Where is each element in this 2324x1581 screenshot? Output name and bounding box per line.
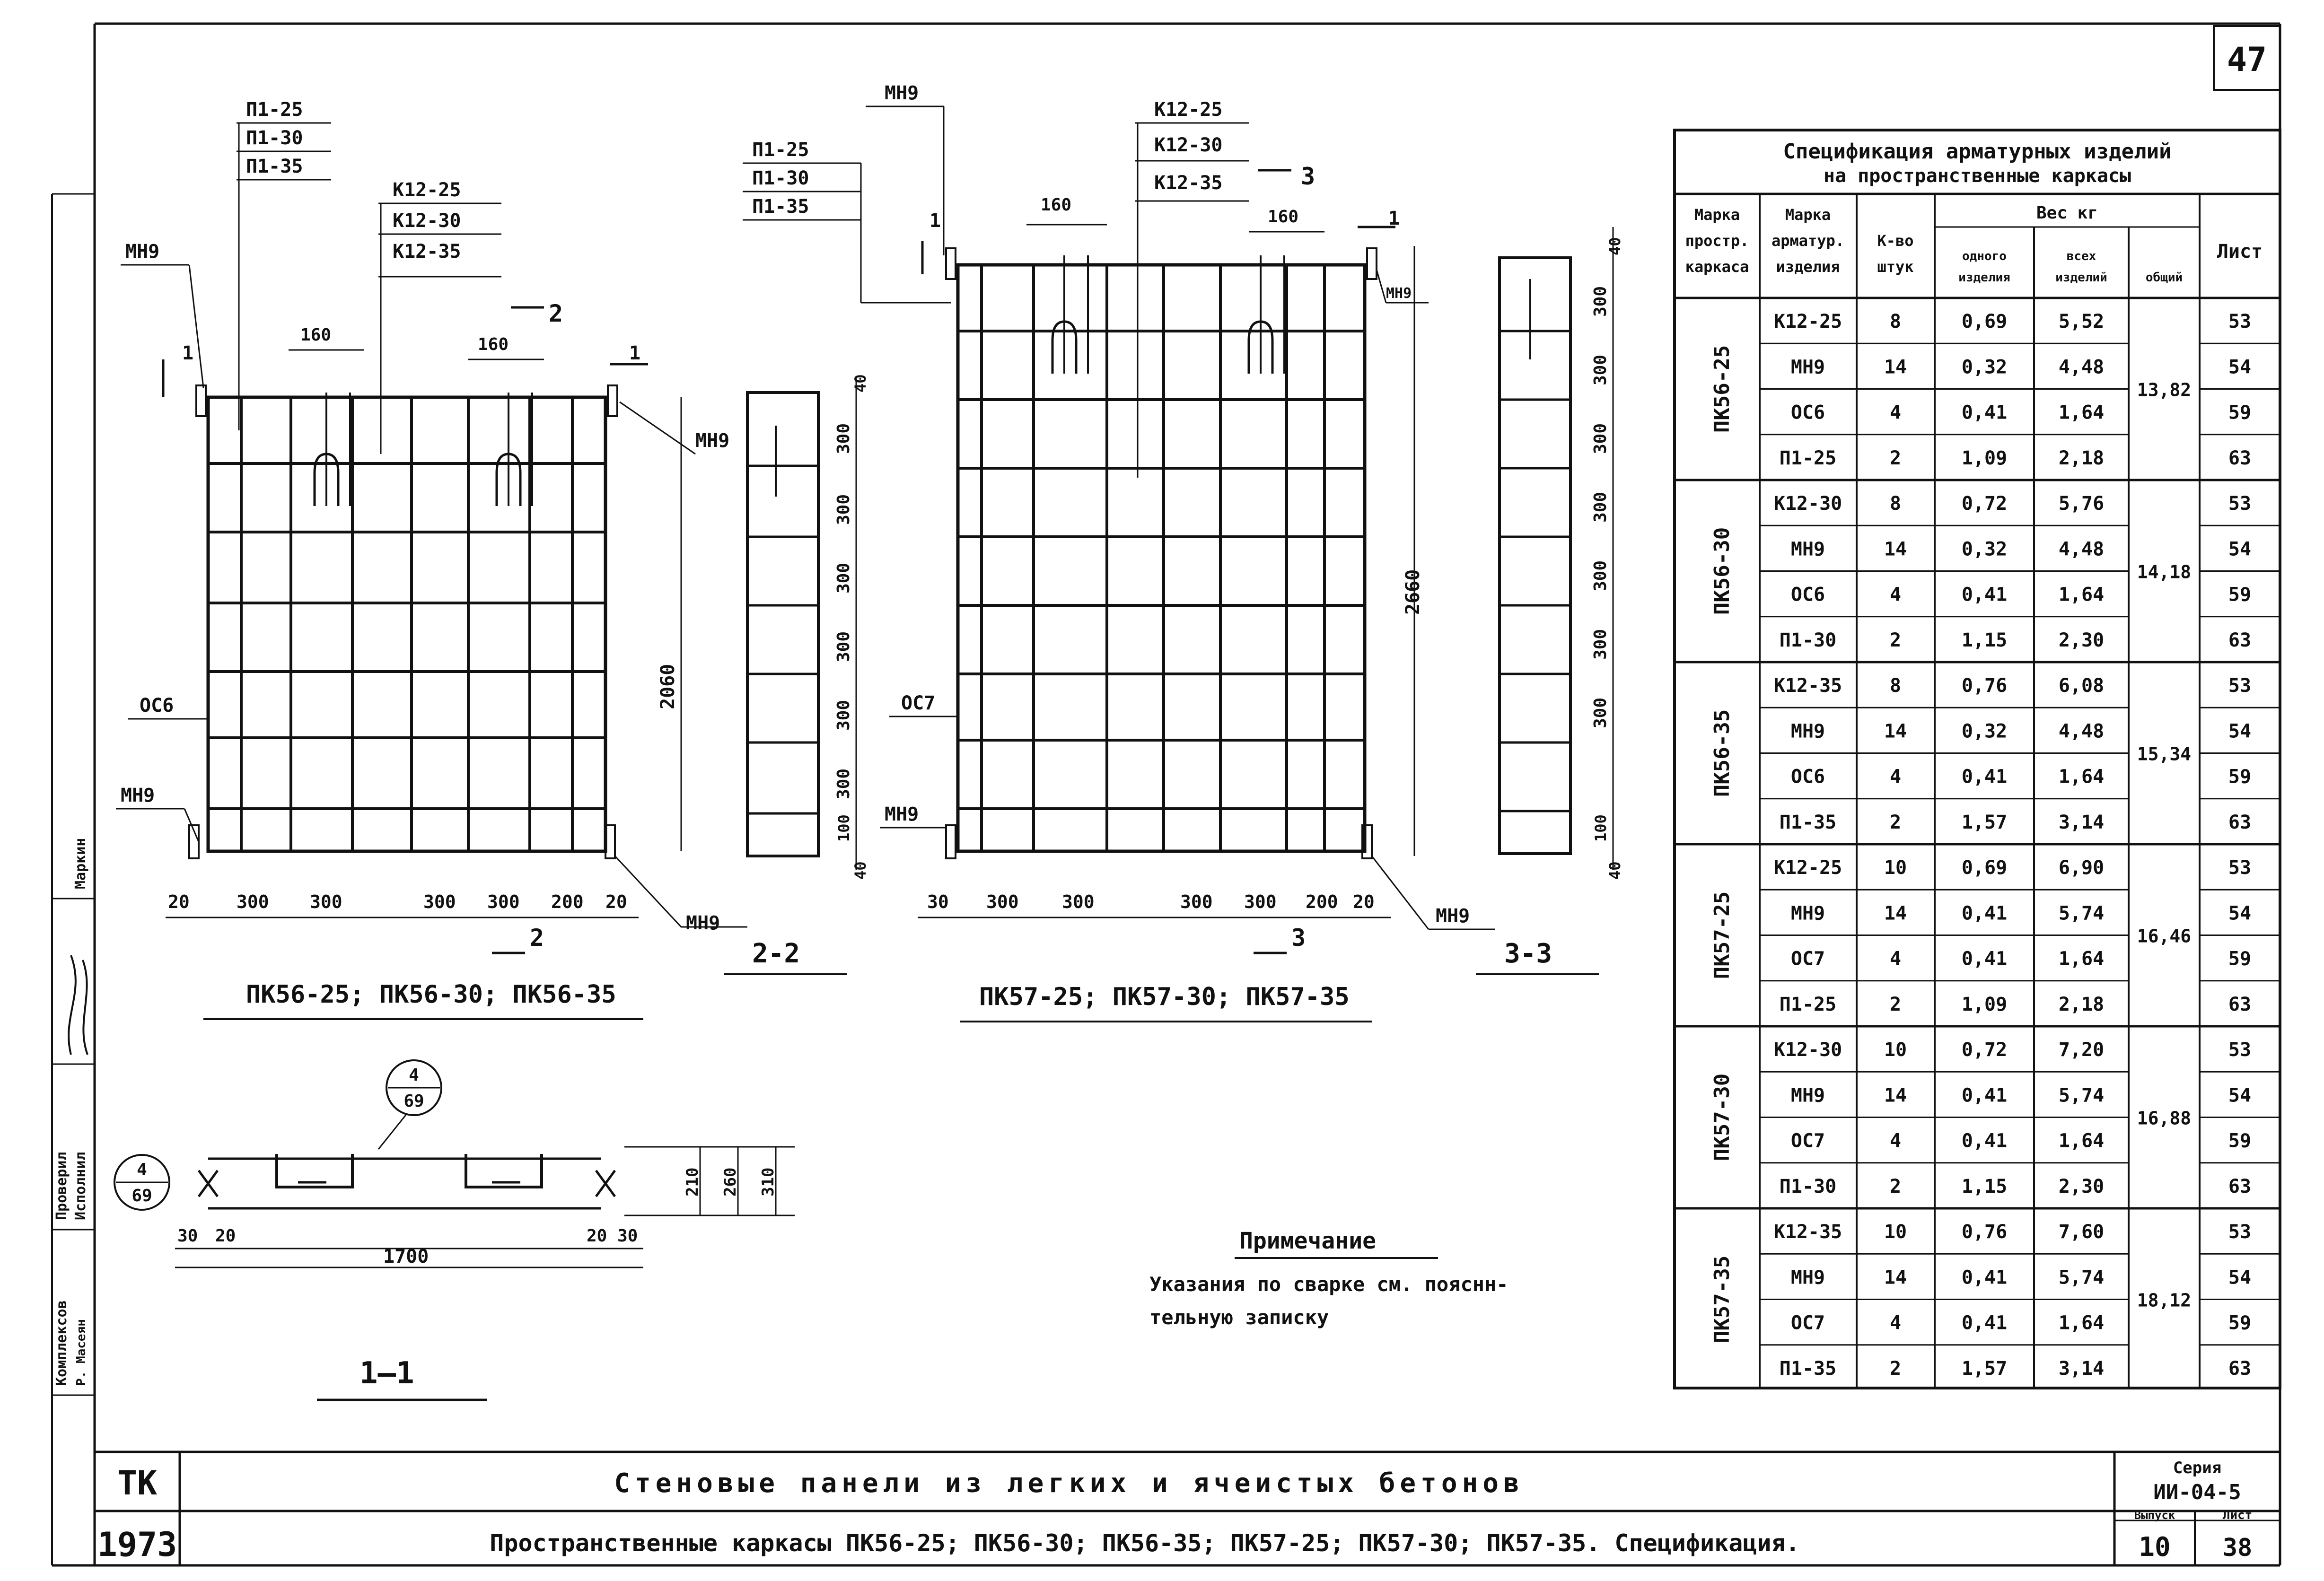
section-2-2 bbox=[724, 374, 869, 974]
spec-cell-item: МН9 bbox=[1790, 356, 1825, 378]
spec-cell-item: П1-35 bbox=[1779, 811, 1837, 833]
spec-cell-unit-weight: 0,41 bbox=[1961, 402, 2008, 424]
spec-cell-unit-weight: 0,32 bbox=[1961, 720, 2008, 742]
s22-dim-9: 40 bbox=[851, 861, 869, 880]
right-callout-p-1: П1-25 bbox=[752, 139, 809, 161]
tb-series-value: ИИ-04-5 bbox=[2153, 1480, 2241, 1504]
spec-cell-all-weight: 3,14 bbox=[2058, 1357, 2105, 1380]
spec-cell-sheet: 63 bbox=[2228, 811, 2252, 833]
left-callout-p-3: П1-35 bbox=[246, 156, 303, 177]
spec-cell-unit-weight: 0,32 bbox=[1961, 538, 2008, 560]
spec-cell-unit-weight: 0,72 bbox=[1961, 1039, 2008, 1061]
right-section-mark-3a: 3 bbox=[1301, 163, 1315, 190]
right-section-mark-3b: 3 bbox=[1291, 924, 1306, 952]
spec-cell-qty: 14 bbox=[1884, 902, 1907, 925]
spec-cell-sheet: 59 bbox=[2228, 584, 2252, 606]
s11-depth-dim-1: 210 bbox=[683, 1167, 702, 1197]
spec-cell-sheet: 63 bbox=[2228, 1175, 2252, 1197]
right-bottom-dim-5: 300 bbox=[1244, 891, 1277, 912]
s22-dim-7: 300 bbox=[834, 768, 853, 799]
side-stamp-role-3: Маркин bbox=[72, 838, 89, 889]
right-oc-label: ОС7 bbox=[901, 692, 936, 714]
hdr-col2-c: изделия bbox=[1776, 258, 1840, 276]
hdr-col4-a: одного bbox=[1962, 249, 2007, 263]
spec-cell-qty: 10 bbox=[1884, 1221, 1907, 1243]
note-line-2: тельную записку bbox=[1149, 1306, 1329, 1329]
spec-cell-unit-weight: 1,15 bbox=[1961, 1175, 2008, 1197]
sheet-frame bbox=[52, 24, 2280, 1565]
spec-cell-all-weight: 1,64 bbox=[2058, 948, 2105, 970]
spec-group-mark: ПК57-30 bbox=[1710, 1073, 1734, 1162]
spec-cell-item: К12-35 bbox=[1773, 675, 1842, 697]
spec-cell-unit-weight: 0,41 bbox=[1961, 948, 2008, 970]
left-elevation bbox=[116, 99, 747, 1019]
spec-cell-item: К12-25 bbox=[1773, 311, 1842, 333]
left-loop-dim-1: 160 bbox=[300, 325, 332, 345]
section-3-3 bbox=[1476, 227, 1624, 974]
spec-cell-all-weight: 2,30 bbox=[2058, 629, 2105, 651]
spec-cell-sheet: 59 bbox=[2228, 1312, 2252, 1334]
right-callout-p-3: П1-35 bbox=[752, 196, 809, 218]
spec-group-mark: ПК56-25 bbox=[1710, 345, 1734, 433]
spec-cell-item: МН9 bbox=[1790, 538, 1825, 560]
spec-cell-qty: 10 bbox=[1884, 857, 1907, 879]
spec-cell-unit-weight: 0,41 bbox=[1961, 1084, 2008, 1107]
side-stamp-name-1: Комплексов bbox=[53, 1300, 70, 1386]
spec-cell-sheet: 54 bbox=[2228, 1267, 2252, 1289]
spec-cell-sheet: 63 bbox=[2228, 1357, 2252, 1380]
hdr-col5-b: изделий bbox=[2055, 271, 2107, 285]
spec-group-total: 14,18 bbox=[2137, 561, 2192, 583]
left-mn9-label-3: МН9 bbox=[695, 430, 730, 452]
s33-dim-1: 40 bbox=[1606, 237, 1624, 255]
s11-bubble-top-num: 4 bbox=[409, 1066, 419, 1085]
spec-cell-sheet: 53 bbox=[2228, 1221, 2252, 1243]
spec-cell-sheet: 53 bbox=[2228, 857, 2252, 879]
s11-side-dim-2: 20 bbox=[215, 1226, 236, 1246]
s33-dim-10: 40 bbox=[1606, 861, 1624, 880]
spec-cell-all-weight: 1,64 bbox=[2058, 1312, 2105, 1334]
spec-cell-sheet: 59 bbox=[2228, 402, 2252, 424]
spec-cell-sheet: 54 bbox=[2228, 356, 2252, 378]
left-bottom-dim-6: 200 bbox=[551, 891, 584, 912]
spec-cell-qty: 2 bbox=[1889, 1357, 1902, 1380]
tb-title: Стеновые панели из легких и ячеистых бетонов bbox=[614, 1468, 1524, 1499]
spec-cell-all-weight: 6,08 bbox=[2058, 675, 2105, 697]
right-callout-k-2: К12-30 bbox=[1154, 134, 1223, 156]
s22-dim-5: 300 bbox=[834, 631, 853, 662]
spec-cell-qty: 2 bbox=[1889, 993, 1902, 1015]
left-callout-k-2: К12-30 bbox=[393, 210, 461, 232]
right-bottom-dim-1: 30 bbox=[927, 891, 949, 912]
left-bottom-dim-1: 20 bbox=[168, 891, 190, 912]
left-section-mark-2b: 2 bbox=[530, 924, 544, 952]
spec-cell-qty: 10 bbox=[1884, 1039, 1907, 1061]
right-mn9-label-4: МН9 bbox=[1436, 905, 1470, 927]
spec-cell-unit-weight: 0,69 bbox=[1961, 311, 2008, 333]
spec-cell-unit-weight: 0,72 bbox=[1961, 493, 2008, 515]
spec-cell-item: ОС7 bbox=[1790, 1312, 1825, 1334]
spec-cell-unit-weight: 1,57 bbox=[1961, 811, 2008, 833]
spec-cell-item: ОС6 bbox=[1790, 766, 1825, 788]
s22-dim-1: 40 bbox=[851, 374, 869, 393]
left-mn9-label-4: МН9 bbox=[686, 912, 720, 934]
spec-cell-all-weight: 7,60 bbox=[2058, 1221, 2105, 1243]
spec-cell-unit-weight: 0,41 bbox=[1961, 902, 2008, 925]
spec-cell-sheet: 54 bbox=[2228, 538, 2252, 560]
spec-cell-qty: 4 bbox=[1889, 766, 1902, 788]
spec-cell-qty: 2 bbox=[1889, 811, 1902, 833]
hdr-col1-b: простр. bbox=[1685, 232, 1749, 250]
spec-cell-all-weight: 6,90 bbox=[2058, 857, 2105, 879]
spec-cell-qty: 4 bbox=[1889, 1130, 1902, 1152]
spec-cell-qty: 2 bbox=[1889, 629, 1902, 651]
right-callout-k-3: К12-35 bbox=[1154, 172, 1223, 194]
tb-tk: ТК bbox=[117, 1464, 158, 1502]
right-elevation-caption: ПК57-25; ПК57-30; ПК57-35 bbox=[979, 983, 1350, 1011]
spec-cell-sheet: 53 bbox=[2228, 1039, 2252, 1061]
spec-cell-all-weight: 7,20 bbox=[2058, 1039, 2105, 1061]
spec-cell-sheet: 63 bbox=[2228, 447, 2252, 469]
hdr-weight: Вес кг bbox=[2036, 203, 2098, 223]
s33-dim-2: 300 bbox=[1591, 286, 1610, 317]
s11-depth-dim-3: 310 bbox=[759, 1167, 778, 1197]
spec-cell-sheet: 59 bbox=[2228, 766, 2252, 788]
spec-cell-unit-weight: 0,76 bbox=[1961, 675, 2008, 697]
right-callout-p-2: П1-30 bbox=[752, 167, 809, 189]
s22-caption: 2-2 bbox=[752, 938, 800, 969]
spec-cell-all-weight: 5,74 bbox=[2058, 1267, 2105, 1289]
hdr-col3-b: штук bbox=[1877, 258, 1914, 276]
right-bottom-dim-2: 300 bbox=[986, 891, 1019, 912]
s11-bubble-left-num: 4 bbox=[137, 1160, 147, 1179]
spec-cell-item: МН9 bbox=[1790, 720, 1825, 742]
spec-cell-item: МН9 bbox=[1790, 902, 1825, 925]
spec-cell-sheet: 59 bbox=[2228, 948, 2252, 970]
spec-cell-sheet: 53 bbox=[2228, 311, 2252, 333]
spec-group-mark: ПК56-35 bbox=[1710, 709, 1734, 797]
s33-dim-8: 300 bbox=[1591, 697, 1610, 728]
s22-dim-2: 300 bbox=[834, 423, 853, 454]
spec-cell-qty: 2 bbox=[1889, 447, 1902, 469]
spec-cell-unit-weight: 0,76 bbox=[1961, 1221, 2008, 1243]
spec-cell-unit-weight: 0,41 bbox=[1961, 584, 2008, 606]
right-mn9-label-2: МН9 bbox=[1386, 285, 1412, 302]
right-bottom-dim-6: 200 bbox=[1306, 891, 1338, 912]
spec-cell-qty: 8 bbox=[1889, 675, 1902, 697]
note-title: Примечание bbox=[1239, 1228, 1376, 1254]
spec-cell-all-weight: 4,48 bbox=[2058, 356, 2105, 378]
hdr-col6: общий bbox=[2145, 271, 2183, 285]
spec-cell-sheet: 63 bbox=[2228, 629, 2252, 651]
spec-cell-unit-weight: 0,41 bbox=[1961, 1267, 2008, 1289]
spec-cell-qty: 14 bbox=[1884, 538, 1907, 560]
spec-cell-all-weight: 5,74 bbox=[2058, 902, 2105, 925]
left-bottom-dim-5: 300 bbox=[487, 891, 520, 912]
tb-series-label: Серия bbox=[2173, 1459, 2222, 1477]
spec-cell-item: ОС7 bbox=[1790, 1130, 1825, 1152]
left-loop-dim-2: 160 bbox=[478, 335, 509, 354]
spec-cell-qty: 4 bbox=[1889, 584, 1902, 606]
hdr-col4-b: изделия bbox=[1958, 271, 2010, 285]
right-bottom-dim-7: 20 bbox=[1353, 891, 1375, 912]
spec-cell-qty: 8 bbox=[1889, 493, 1902, 515]
spec-cell-sheet: 54 bbox=[2228, 720, 2252, 742]
spec-cell-unit-weight: 0,41 bbox=[1961, 766, 2008, 788]
spec-cell-all-weight: 3,14 bbox=[2058, 811, 2105, 833]
spec-cell-item: МН9 bbox=[1790, 1267, 1825, 1289]
right-bottom-dim-3: 300 bbox=[1062, 891, 1095, 912]
right-loop-dim-1: 160 bbox=[1041, 195, 1072, 215]
spec-group-mark: ПК57-25 bbox=[1710, 891, 1734, 979]
side-stamp-role-1: Исполнил bbox=[72, 1152, 89, 1220]
spec-cell-item: П1-30 bbox=[1779, 1175, 1837, 1197]
s33-dim-7: 300 bbox=[1591, 629, 1610, 660]
spec-cell-item: ОС6 bbox=[1790, 584, 1825, 606]
spec-cell-all-weight: 5,52 bbox=[2058, 311, 2105, 333]
spec-cell-unit-weight: 1,09 bbox=[1961, 993, 2008, 1015]
side-stamp-name-2: Р. Масеян bbox=[74, 1319, 88, 1386]
spec-cell-qty: 14 bbox=[1884, 356, 1907, 378]
s33-dim-3: 300 bbox=[1591, 354, 1610, 385]
left-elevation-caption: ПК56-25; ПК56-30; ПК56-35 bbox=[246, 980, 616, 1009]
s11-depth-dim-2: 260 bbox=[721, 1167, 740, 1197]
s22-dim-3: 300 bbox=[834, 494, 853, 525]
spec-cell-item: П1-25 bbox=[1779, 993, 1837, 1015]
spec-cell-all-weight: 1,64 bbox=[2058, 766, 2105, 788]
title-block bbox=[95, 1452, 2280, 1565]
spec-cell-all-weight: 4,48 bbox=[2058, 720, 2105, 742]
note bbox=[1149, 1228, 1508, 1329]
right-loop-dim-2: 160 bbox=[1268, 207, 1299, 227]
spec-cell-qty: 14 bbox=[1884, 1267, 1907, 1289]
s33-dim-5: 300 bbox=[1591, 491, 1610, 523]
note-line-1: Указания по сварке см. пояснн- bbox=[1149, 1273, 1508, 1296]
left-callout-p-1: П1-25 bbox=[246, 99, 303, 121]
spec-cell-item: П1-30 bbox=[1779, 629, 1837, 651]
spec-group-total: 16,46 bbox=[2137, 926, 2192, 947]
s22-dim-4: 300 bbox=[834, 562, 853, 594]
s33-dim-9: 100 bbox=[1592, 814, 1610, 842]
spec-cell-item: К12-25 bbox=[1773, 857, 1842, 879]
spec-cell-sheet: 53 bbox=[2228, 493, 2252, 515]
hdr-col3-a: К-во bbox=[1877, 232, 1914, 250]
s11-bubble-top-sheet: 69 bbox=[403, 1092, 424, 1111]
spec-group-total: 18,12 bbox=[2137, 1290, 2192, 1311]
sheet-number: 47 bbox=[2227, 40, 2267, 79]
hdr-col5-a: всех bbox=[2066, 249, 2096, 263]
left-mn9-label-1: МН9 bbox=[125, 241, 160, 262]
s33-dim-4: 300 bbox=[1591, 423, 1610, 454]
tb-subtitle: Пространственные каркасы ПК56-25; ПК56-30; ПК56-35; ПК57-25; ПК57-30; ПК57-35. Спецификация. bbox=[490, 1529, 1800, 1557]
spec-cell-item: П1-35 bbox=[1779, 1357, 1837, 1380]
spec-title-2: на пространственные каркасы bbox=[1823, 165, 2131, 187]
spec-cell-all-weight: 2,30 bbox=[2058, 1175, 2105, 1197]
hdr-col1-c: каркаса bbox=[1685, 258, 1749, 276]
spec-cell-all-weight: 2,18 bbox=[2058, 993, 2105, 1015]
tb-sheet-label: Лист bbox=[2222, 1508, 2253, 1522]
spec-group-total: 15,34 bbox=[2137, 743, 2192, 765]
spec-cell-sheet: 63 bbox=[2228, 993, 2252, 1015]
side-stamp-role-2: Проверил bbox=[53, 1152, 70, 1220]
spec-title-1: Спецификация арматурных изделий bbox=[1783, 140, 2172, 164]
left-section-mark-1b: 1 bbox=[629, 342, 641, 364]
spec-cell-sheet: 59 bbox=[2228, 1130, 2252, 1152]
spec-cell-unit-weight: 1,57 bbox=[1961, 1357, 2008, 1380]
left-bottom-dim-4: 300 bbox=[423, 891, 456, 912]
right-bottom-dim-4: 300 bbox=[1180, 891, 1213, 912]
spec-cell-all-weight: 5,74 bbox=[2058, 1084, 2105, 1107]
spec-cell-item: ОС6 bbox=[1790, 402, 1825, 424]
spec-cell-all-weight: 5,76 bbox=[2058, 493, 2105, 515]
spec-cell-unit-weight: 0,69 bbox=[1961, 857, 2008, 879]
spec-cell-qty: 8 bbox=[1889, 311, 1902, 333]
spec-cell-all-weight: 2,18 bbox=[2058, 447, 2105, 469]
s22-dim-6: 300 bbox=[834, 699, 853, 731]
right-section-mark-1a: 1 bbox=[930, 210, 941, 232]
spec-cell-qty: 14 bbox=[1884, 720, 1907, 742]
left-callout-p-2: П1-30 bbox=[246, 127, 303, 149]
spec-cell-all-weight: 4,48 bbox=[2058, 538, 2105, 560]
right-mn9-label-1: МН9 bbox=[885, 82, 919, 104]
spec-cell-sheet: 54 bbox=[2228, 902, 2252, 925]
left-section-mark-2a: 2 bbox=[549, 300, 563, 327]
right-section-mark-1b: 1 bbox=[1388, 208, 1400, 229]
left-section-mark-1a: 1 bbox=[182, 342, 194, 364]
spec-cell-qty: 4 bbox=[1889, 1312, 1902, 1334]
right-callout-k-1: К12-25 bbox=[1154, 99, 1223, 121]
left-bottom-dim-7: 20 bbox=[605, 891, 627, 912]
spec-group-mark: ПК56-30 bbox=[1710, 527, 1734, 615]
s11-width-dim: 1700 bbox=[383, 1246, 429, 1267]
spec-cell-all-weight: 1,64 bbox=[2058, 402, 2105, 424]
spec-cell-item: К12-35 bbox=[1773, 1221, 1842, 1243]
left-bottom-dim-3: 300 bbox=[310, 891, 342, 912]
s11-side-dim-3: 20 bbox=[587, 1226, 607, 1246]
spec-group-mark: ПК57-35 bbox=[1710, 1255, 1734, 1344]
spec-cell-item: К12-30 bbox=[1773, 493, 1842, 515]
tb-issue-value: 10 bbox=[2139, 1532, 2171, 1563]
spec-cell-qty: 4 bbox=[1889, 948, 1902, 970]
s11-side-dim-4: 30 bbox=[617, 1226, 638, 1246]
spec-cell-item: П1-25 bbox=[1779, 447, 1837, 469]
hdr-col2-a: Марка bbox=[1785, 206, 1831, 224]
spec-cell-qty: 4 bbox=[1889, 402, 1902, 424]
spec-group-total: 16,88 bbox=[2137, 1108, 2192, 1129]
s33-dim-6: 300 bbox=[1591, 560, 1610, 591]
spec-cell-all-weight: 1,64 bbox=[2058, 1130, 2105, 1152]
hdr-col2-b: арматур. bbox=[1771, 232, 1845, 250]
spec-cell-unit-weight: 0,41 bbox=[1961, 1312, 2008, 1334]
right-height-dim: 2660 bbox=[1402, 569, 1424, 615]
spec-cell-unit-weight: 0,41 bbox=[1961, 1130, 2008, 1152]
spec-group-total: 13,82 bbox=[2137, 379, 2192, 401]
spec-cell-item: МН9 bbox=[1790, 1084, 1825, 1107]
spec-cell-item: ОС7 bbox=[1790, 948, 1825, 970]
left-bottom-dim-2: 300 bbox=[237, 891, 269, 912]
spec-cell-qty: 14 bbox=[1884, 1084, 1907, 1107]
spec-cell-qty: 2 bbox=[1889, 1175, 1902, 1197]
spec-cell-sheet: 54 bbox=[2228, 1084, 2252, 1107]
s11-caption: 1—1 bbox=[360, 1356, 414, 1391]
right-mn9-label-3: МН9 bbox=[885, 804, 919, 825]
side-stamp bbox=[53, 838, 89, 1386]
hdr-col1-a: Марка bbox=[1694, 206, 1740, 224]
s11-side-dim-1: 30 bbox=[177, 1226, 198, 1246]
left-callout-k-1: К12-25 bbox=[393, 179, 461, 201]
hdr-col7: Лист bbox=[2217, 241, 2263, 262]
s22-dim-8: 100 bbox=[835, 814, 853, 842]
spec-cell-unit-weight: 0,32 bbox=[1961, 356, 2008, 378]
tb-issue-label: Выпуск bbox=[2134, 1509, 2175, 1522]
s11-bubble-left-sheet: 69 bbox=[132, 1186, 152, 1205]
section-1-1 bbox=[114, 1060, 795, 1400]
spec-cell-all-weight: 1,64 bbox=[2058, 584, 2105, 606]
left-callout-k-3: К12-35 bbox=[393, 241, 461, 262]
spec-cell-unit-weight: 1,09 bbox=[1961, 447, 2008, 469]
tb-year: 1973 bbox=[97, 1525, 177, 1564]
sheet-number-box bbox=[2214, 26, 2280, 90]
s33-caption: 3-3 bbox=[1504, 938, 1552, 969]
tb-sheet-value: 38 bbox=[2222, 1534, 2253, 1562]
spec-cell-sheet: 53 bbox=[2228, 675, 2252, 697]
spec-table bbox=[1675, 130, 2280, 1388]
left-oc-label: ОС6 bbox=[140, 695, 174, 716]
left-height-dim: 2060 bbox=[657, 664, 679, 709]
left-mn9-label-2: МН9 bbox=[121, 785, 155, 806]
spec-cell-item: К12-30 bbox=[1773, 1039, 1842, 1061]
spec-cell-unit-weight: 1,15 bbox=[1961, 629, 2008, 651]
